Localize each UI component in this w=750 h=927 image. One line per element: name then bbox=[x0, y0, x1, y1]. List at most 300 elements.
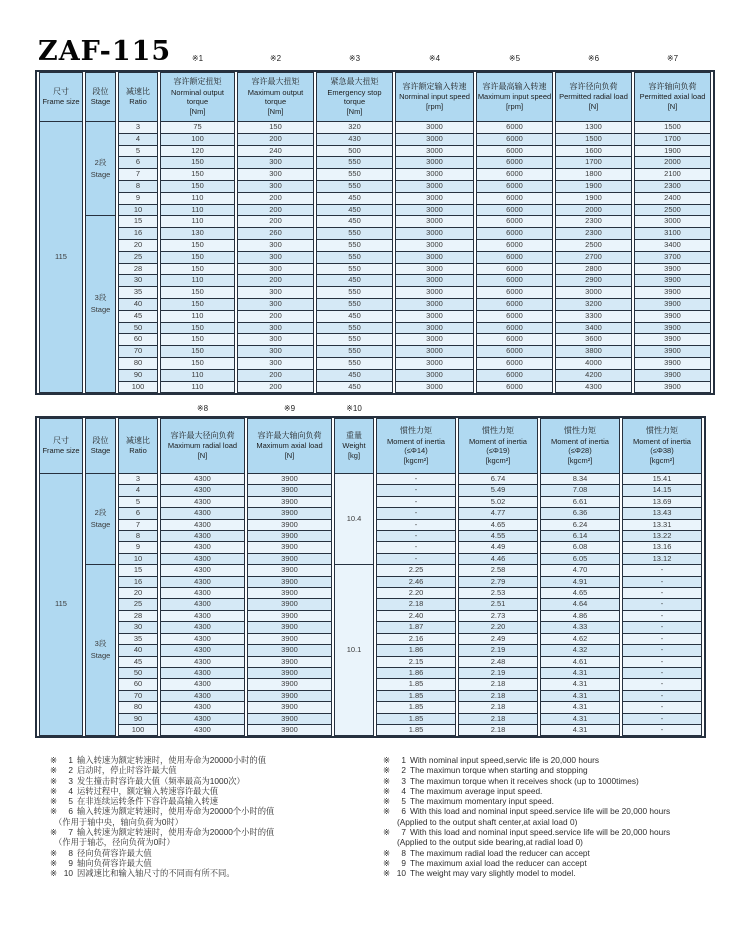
value-cell: 4200 bbox=[555, 370, 632, 382]
value-cell: 4300 bbox=[160, 725, 245, 736]
footnote-item bbox=[383, 806, 738, 827]
value-cell: 3000 bbox=[395, 287, 474, 299]
ratio-cell: 9 bbox=[118, 193, 158, 205]
value-cell: 3000 bbox=[395, 275, 474, 287]
stage-zh: 3段 bbox=[94, 293, 107, 303]
footnote-number: 7 bbox=[401, 827, 406, 838]
value-cell: 200 bbox=[237, 275, 314, 287]
value-cell: - bbox=[622, 714, 702, 725]
table1-footnote-markers bbox=[37, 48, 713, 63]
ratio-cell: 25 bbox=[118, 252, 158, 264]
value-cell: 200 bbox=[237, 370, 314, 382]
footnote-line bbox=[383, 848, 738, 858]
ratio-cell: 4 bbox=[118, 134, 158, 146]
value-cell: 550 bbox=[316, 240, 393, 252]
footnote-marker bbox=[376, 398, 456, 413]
value-cell: 550 bbox=[316, 252, 393, 264]
footnote-number: 8 bbox=[401, 847, 406, 858]
value-cell: 550 bbox=[316, 228, 393, 240]
value-cell: 450 bbox=[316, 193, 393, 205]
value-cell: 3900 bbox=[634, 264, 711, 276]
value-cell: 2.18 bbox=[458, 679, 538, 690]
header-cell-6 bbox=[395, 72, 474, 122]
value-cell: 3900 bbox=[247, 554, 332, 565]
header-zh: 容许额定输入转速 bbox=[402, 82, 467, 92]
value-cell: 4.55 bbox=[458, 531, 538, 542]
value-cell: 3900 bbox=[634, 275, 711, 287]
header-unit: [Nm] bbox=[267, 107, 284, 117]
footnote-number: 3 bbox=[401, 775, 406, 786]
value-cell: 13.22 bbox=[622, 531, 702, 542]
value-cell: 6000 bbox=[476, 169, 553, 181]
reference-mark: ※ bbox=[50, 827, 57, 838]
table-row bbox=[39, 358, 711, 370]
footnote-item bbox=[383, 796, 738, 806]
ratio-cell: 45 bbox=[118, 311, 158, 323]
value-cell: 3000 bbox=[395, 346, 474, 358]
header-en: Ratio bbox=[129, 446, 147, 456]
header-cell-7 bbox=[476, 72, 553, 122]
ratio-cell: 90 bbox=[118, 714, 158, 725]
value-cell: 200 bbox=[237, 216, 314, 228]
frame-size-cell: 115 bbox=[39, 122, 83, 393]
footnote-text: With this load and nominal input speed.service life will be 20,000 hours bbox=[410, 806, 671, 817]
value-cell: 1700 bbox=[634, 134, 711, 146]
value-cell: 6000 bbox=[476, 334, 553, 346]
header-zh: 容许最大轴向负荷 bbox=[257, 431, 322, 441]
value-cell: 3900 bbox=[634, 382, 711, 394]
footnote-text: The maximum axial load the reducer can accept bbox=[410, 857, 587, 868]
header-zh: 尺寸 bbox=[53, 435, 69, 445]
value-cell: 4.31 bbox=[540, 702, 620, 713]
value-cell: 4.31 bbox=[540, 691, 620, 702]
stage-en: Stage bbox=[90, 305, 111, 315]
header-en: Maximum input speed bbox=[477, 92, 552, 102]
table-row bbox=[39, 370, 711, 382]
footnote-marker bbox=[85, 48, 116, 63]
footnote-number: 6 bbox=[68, 806, 73, 817]
footnote-marker: ※10 bbox=[346, 404, 362, 413]
value-cell: 2.20 bbox=[458, 622, 538, 633]
reference-mark: ※ bbox=[383, 868, 390, 879]
value-cell: 3900 bbox=[247, 645, 332, 656]
header-en: Stage bbox=[90, 446, 111, 456]
value-cell: 1900 bbox=[555, 181, 632, 193]
frame-size-cell: 115 bbox=[39, 474, 83, 736]
header-zh: 容许径向负荷 bbox=[569, 82, 618, 92]
table-row bbox=[39, 287, 711, 299]
footnote-text: The weight may vary slightly model to model. bbox=[410, 868, 576, 879]
table-row bbox=[39, 323, 711, 335]
value-cell: 3000 bbox=[395, 299, 474, 311]
footnotes-english bbox=[383, 755, 738, 879]
table-row bbox=[39, 134, 711, 146]
header-en: Weight bbox=[342, 441, 366, 451]
value-cell: 2.51 bbox=[458, 599, 538, 610]
spec-table-inertia bbox=[37, 418, 704, 736]
value-cell: 300 bbox=[237, 287, 314, 299]
ratio-cell: 10 bbox=[118, 554, 158, 565]
value-cell: 450 bbox=[316, 311, 393, 323]
value-cell: 550 bbox=[316, 157, 393, 169]
value-cell: 3900 bbox=[247, 657, 332, 668]
footnote-line bbox=[50, 776, 380, 786]
reference-mark: ※ bbox=[383, 857, 390, 868]
value-cell: 3900 bbox=[247, 497, 332, 508]
table-row bbox=[39, 264, 711, 276]
footnote-marker bbox=[118, 48, 158, 63]
value-cell: 6000 bbox=[476, 346, 553, 358]
value-cell: 200 bbox=[237, 134, 314, 146]
reference-mark: ※ bbox=[50, 868, 57, 879]
value-cell: 110 bbox=[160, 205, 235, 217]
footnote-item bbox=[50, 806, 380, 827]
header-cell-3 bbox=[160, 72, 235, 122]
value-cell: 3900 bbox=[247, 542, 332, 553]
value-cell: 13.12 bbox=[622, 554, 702, 565]
value-cell: 150 bbox=[160, 358, 235, 370]
value-cell: - bbox=[376, 497, 456, 508]
value-cell: 4300 bbox=[160, 599, 245, 610]
value-cell: 3000 bbox=[395, 181, 474, 193]
value-cell: 2.73 bbox=[458, 611, 538, 622]
footnote-item bbox=[383, 848, 738, 858]
footnote-line bbox=[50, 868, 380, 878]
ratio-cell: 30 bbox=[118, 622, 158, 633]
stage-cell bbox=[85, 122, 116, 216]
table-row bbox=[39, 193, 711, 205]
value-cell: 6.61 bbox=[540, 497, 620, 508]
value-cell: 6000 bbox=[476, 264, 553, 276]
footnote-line bbox=[383, 765, 738, 775]
header-sub: (≤Φ38) bbox=[650, 446, 674, 456]
footnote-marker: ※4 bbox=[428, 54, 441, 63]
value-cell: - bbox=[376, 508, 456, 519]
header-cell-4 bbox=[247, 418, 332, 474]
value-cell: 1600 bbox=[555, 146, 632, 158]
footnote-text: 在非连续运转条件下容许最高输入转速 bbox=[77, 796, 219, 807]
ratio-cell: 100 bbox=[118, 382, 158, 394]
footnote-number: 6 bbox=[401, 806, 406, 817]
footnote-line bbox=[50, 827, 380, 837]
value-cell: 300 bbox=[237, 169, 314, 181]
header-cell-4 bbox=[237, 72, 314, 122]
value-cell: 1.85 bbox=[376, 714, 456, 725]
footnote-marker: ※9 bbox=[283, 404, 296, 413]
value-cell: 110 bbox=[160, 275, 235, 287]
value-cell: 4.33 bbox=[540, 622, 620, 633]
value-cell: 6000 bbox=[476, 205, 553, 217]
footnote-text: With nominal input speed,servic life is 20,000 hours bbox=[410, 755, 600, 765]
header-unit: [rpm] bbox=[505, 102, 524, 112]
footnote-marker: ※7 bbox=[666, 54, 679, 63]
value-cell: 8.34 bbox=[540, 474, 620, 485]
footnote-text: The maximum radial load the reducer can accept bbox=[410, 847, 590, 858]
table-row bbox=[39, 299, 711, 311]
value-cell: 3100 bbox=[634, 228, 711, 240]
value-cell: 4300 bbox=[160, 702, 245, 713]
header-cell-7 bbox=[458, 418, 538, 474]
value-cell: 150 bbox=[160, 346, 235, 358]
value-cell: 3000 bbox=[395, 216, 474, 228]
reference-mark: ※ bbox=[383, 847, 390, 858]
footnote-number: 3 bbox=[68, 775, 73, 786]
value-cell: 3000 bbox=[395, 370, 474, 382]
value-cell: 3400 bbox=[634, 240, 711, 252]
value-cell: 4300 bbox=[160, 554, 245, 565]
footnote-text: 输入转速为额定转速时，使用寿命为20000小时的值 bbox=[77, 755, 267, 765]
value-cell: 300 bbox=[237, 334, 314, 346]
value-cell: 4.70 bbox=[540, 565, 620, 576]
reference-mark: ※ bbox=[383, 806, 390, 817]
value-cell: 150 bbox=[160, 181, 235, 193]
value-cell: 550 bbox=[316, 334, 393, 346]
value-cell: 13.31 bbox=[622, 520, 702, 531]
footnote-item bbox=[383, 827, 738, 848]
value-cell: 2.20 bbox=[376, 588, 456, 599]
footnote-text: 因减速比和输入轴尺寸的不同而有所不同。 bbox=[77, 868, 235, 879]
footnote-marker bbox=[118, 398, 158, 413]
value-cell: 6000 bbox=[476, 157, 553, 169]
value-cell: 300 bbox=[237, 358, 314, 370]
footnote-marker: ※3 bbox=[348, 54, 361, 63]
header-zh: 段位 bbox=[92, 435, 109, 445]
stage-cell bbox=[85, 474, 116, 565]
value-cell: 1.85 bbox=[376, 679, 456, 690]
value-cell: 3000 bbox=[395, 169, 474, 181]
footnote-line bbox=[50, 755, 380, 765]
ratio-cell: 100 bbox=[118, 725, 158, 736]
header-cell-1 bbox=[85, 418, 116, 474]
value-cell: 13.69 bbox=[622, 497, 702, 508]
header-unit: [kgcm²] bbox=[649, 456, 675, 466]
value-cell: - bbox=[376, 485, 456, 496]
value-cell: 6.74 bbox=[458, 474, 538, 485]
footnote-item bbox=[383, 868, 738, 878]
ratio-cell: 16 bbox=[118, 228, 158, 240]
table-row bbox=[39, 181, 711, 193]
value-cell: - bbox=[622, 691, 702, 702]
value-cell: 3000 bbox=[634, 216, 711, 228]
value-cell: 3900 bbox=[247, 622, 332, 633]
footnote-line bbox=[50, 858, 380, 868]
header-unit: [Nm] bbox=[346, 107, 363, 117]
reference-mark: ※ bbox=[50, 796, 57, 807]
value-cell: 6000 bbox=[476, 287, 553, 299]
value-cell: 3000 bbox=[395, 228, 474, 240]
value-cell: 200 bbox=[237, 311, 314, 323]
footnote-line bbox=[383, 858, 738, 868]
value-cell: 4300 bbox=[160, 474, 245, 485]
header-zh: 容许额定扭矩 bbox=[173, 77, 222, 87]
value-cell: - bbox=[622, 679, 702, 690]
footnote-text: With this load and nominal input speed.service life will be 20,000 hours bbox=[410, 827, 671, 838]
value-cell: 150 bbox=[160, 287, 235, 299]
value-cell: 1300 bbox=[555, 122, 632, 134]
value-cell: 4.64 bbox=[540, 599, 620, 610]
footnote-marker bbox=[540, 398, 620, 413]
footnote-number: 9 bbox=[68, 857, 73, 868]
ratio-cell: 70 bbox=[118, 346, 158, 358]
value-cell: 3300 bbox=[555, 311, 632, 323]
header-en: Permitted axial load bbox=[639, 92, 706, 102]
value-cell: 500 bbox=[316, 146, 393, 158]
reference-mark: ※ bbox=[50, 755, 57, 765]
header-en: Maximum output torque bbox=[247, 87, 304, 107]
value-cell: 2100 bbox=[634, 169, 711, 181]
ratio-cell: 6 bbox=[118, 157, 158, 169]
value-cell: 2400 bbox=[634, 193, 711, 205]
footnote-number: 2 bbox=[68, 765, 73, 776]
header-zh: 紧急最大扭矩 bbox=[330, 77, 379, 87]
value-cell: 3000 bbox=[395, 134, 474, 146]
value-cell: 3000 bbox=[395, 157, 474, 169]
value-cell: - bbox=[376, 554, 456, 565]
value-cell: 4300 bbox=[555, 382, 632, 394]
header-en: Norminal input speed bbox=[399, 92, 470, 102]
header-en: Moment of inertia bbox=[633, 436, 691, 446]
ratio-cell: 10 bbox=[118, 205, 158, 217]
header-cell-5 bbox=[334, 418, 374, 474]
header-cell-8 bbox=[540, 418, 620, 474]
stage-en: Stage bbox=[90, 520, 111, 530]
value-cell: 550 bbox=[316, 299, 393, 311]
value-cell: 120 bbox=[160, 146, 235, 158]
header-cell-2 bbox=[118, 418, 158, 474]
stage-zh: 2段 bbox=[94, 508, 107, 518]
value-cell: 150 bbox=[160, 240, 235, 252]
table-row bbox=[39, 146, 711, 158]
header-cell-5 bbox=[316, 72, 393, 122]
header-en: Moment of inertia bbox=[551, 436, 609, 446]
value-cell: 4.91 bbox=[540, 577, 620, 588]
footnote-item bbox=[50, 827, 380, 848]
value-cell: 3000 bbox=[395, 205, 474, 217]
value-cell: 3900 bbox=[247, 520, 332, 531]
footnote-line bbox=[383, 755, 738, 765]
value-cell: 2.18 bbox=[458, 714, 538, 725]
header-unit: [kgcm²] bbox=[567, 456, 593, 466]
value-cell: 1500 bbox=[555, 134, 632, 146]
value-cell: 2500 bbox=[634, 205, 711, 217]
ratio-cell: 80 bbox=[118, 358, 158, 370]
ratio-cell: 4 bbox=[118, 485, 158, 496]
footnote-line bbox=[50, 765, 380, 775]
value-cell: 260 bbox=[237, 228, 314, 240]
ratio-cell: 8 bbox=[118, 181, 158, 193]
value-cell: 3900 bbox=[634, 346, 711, 358]
value-cell: 4300 bbox=[160, 588, 245, 599]
value-cell: 6.24 bbox=[540, 520, 620, 531]
header-cell-0 bbox=[39, 72, 83, 122]
stage-en: Stage bbox=[90, 651, 111, 661]
value-cell: 3900 bbox=[634, 299, 711, 311]
footnote-item bbox=[50, 755, 380, 765]
value-cell: 2.18 bbox=[458, 691, 538, 702]
footnote-text: The maximun torque when starting and stopping bbox=[410, 765, 588, 776]
header-unit: [N] bbox=[284, 451, 295, 461]
value-cell: 1500 bbox=[634, 122, 711, 134]
footnote-line bbox=[383, 827, 738, 837]
footnote-marker: ※8 bbox=[196, 404, 209, 413]
reference-mark: ※ bbox=[383, 796, 390, 807]
footnote-number: 5 bbox=[68, 796, 73, 807]
footnote-text: 轴向负荷容许最大值 bbox=[77, 857, 152, 868]
ratio-cell: 5 bbox=[118, 146, 158, 158]
header-zh: 减速比 bbox=[126, 435, 150, 445]
value-cell: 3900 bbox=[247, 588, 332, 599]
header-zh: 惯性力矩 bbox=[646, 426, 678, 436]
value-cell: 550 bbox=[316, 287, 393, 299]
header-en: Frame size bbox=[42, 446, 80, 456]
footnote-text: 发生撞击时容许最大值（频率最高为1000次） bbox=[77, 775, 245, 786]
value-cell: 3000 bbox=[395, 122, 474, 134]
ratio-cell: 7 bbox=[118, 169, 158, 181]
value-cell: 4300 bbox=[160, 577, 245, 588]
value-cell: 4300 bbox=[160, 691, 245, 702]
footnote-marker: ※1 bbox=[191, 54, 204, 63]
footnotes-chinese bbox=[50, 755, 380, 879]
value-cell: - bbox=[622, 668, 702, 679]
value-cell: 13.43 bbox=[622, 508, 702, 519]
value-cell: 2800 bbox=[555, 264, 632, 276]
footnote-marker bbox=[39, 48, 83, 63]
table-row bbox=[39, 157, 711, 169]
value-cell: 6000 bbox=[476, 275, 553, 287]
reference-mark: ※ bbox=[50, 847, 57, 858]
value-cell: 100 bbox=[160, 134, 235, 146]
footnote-marker: ※2 bbox=[269, 54, 282, 63]
stage-en: Stage bbox=[90, 169, 111, 179]
value-cell: 6000 bbox=[476, 228, 553, 240]
value-cell: 2.58 bbox=[458, 565, 538, 576]
value-cell: 300 bbox=[237, 157, 314, 169]
header-en: Maximum radial load bbox=[167, 441, 238, 451]
header-en: Maximum axial load bbox=[256, 441, 323, 451]
value-cell: 450 bbox=[316, 216, 393, 228]
footnote-text: 运转过程中，额定输入转速容许最大值 bbox=[77, 785, 219, 796]
value-cell: 2.15 bbox=[376, 657, 456, 668]
footnote-item bbox=[383, 776, 738, 786]
value-cell: 3900 bbox=[247, 634, 332, 645]
value-cell: 6000 bbox=[476, 299, 553, 311]
table-row bbox=[39, 169, 711, 181]
value-cell: 150 bbox=[160, 252, 235, 264]
value-cell: 3000 bbox=[395, 323, 474, 335]
footnote-number: 5 bbox=[401, 796, 406, 807]
value-cell: 2500 bbox=[555, 240, 632, 252]
value-cell: 150 bbox=[160, 323, 235, 335]
value-cell: 4.49 bbox=[458, 542, 538, 553]
value-cell: - bbox=[622, 645, 702, 656]
footnote-item bbox=[50, 786, 380, 796]
value-cell: 4.65 bbox=[458, 520, 538, 531]
ratio-cell: 5 bbox=[118, 497, 158, 508]
header-zh: 容许最大扭矩 bbox=[251, 77, 300, 87]
ratio-cell: 60 bbox=[118, 679, 158, 690]
value-cell: 3000 bbox=[395, 240, 474, 252]
ratio-cell: 25 bbox=[118, 599, 158, 610]
header-en: Permitted radial load bbox=[559, 92, 628, 102]
value-cell: 3000 bbox=[395, 193, 474, 205]
value-cell: - bbox=[376, 474, 456, 485]
table-row bbox=[39, 311, 711, 323]
value-cell: 3000 bbox=[395, 264, 474, 276]
value-cell: 3000 bbox=[395, 382, 474, 394]
footnote-text: 输入转速为额定转速时，使用寿命为20000个小时的值 bbox=[77, 827, 275, 838]
footnote-line bbox=[383, 786, 738, 796]
value-cell: - bbox=[622, 577, 702, 588]
